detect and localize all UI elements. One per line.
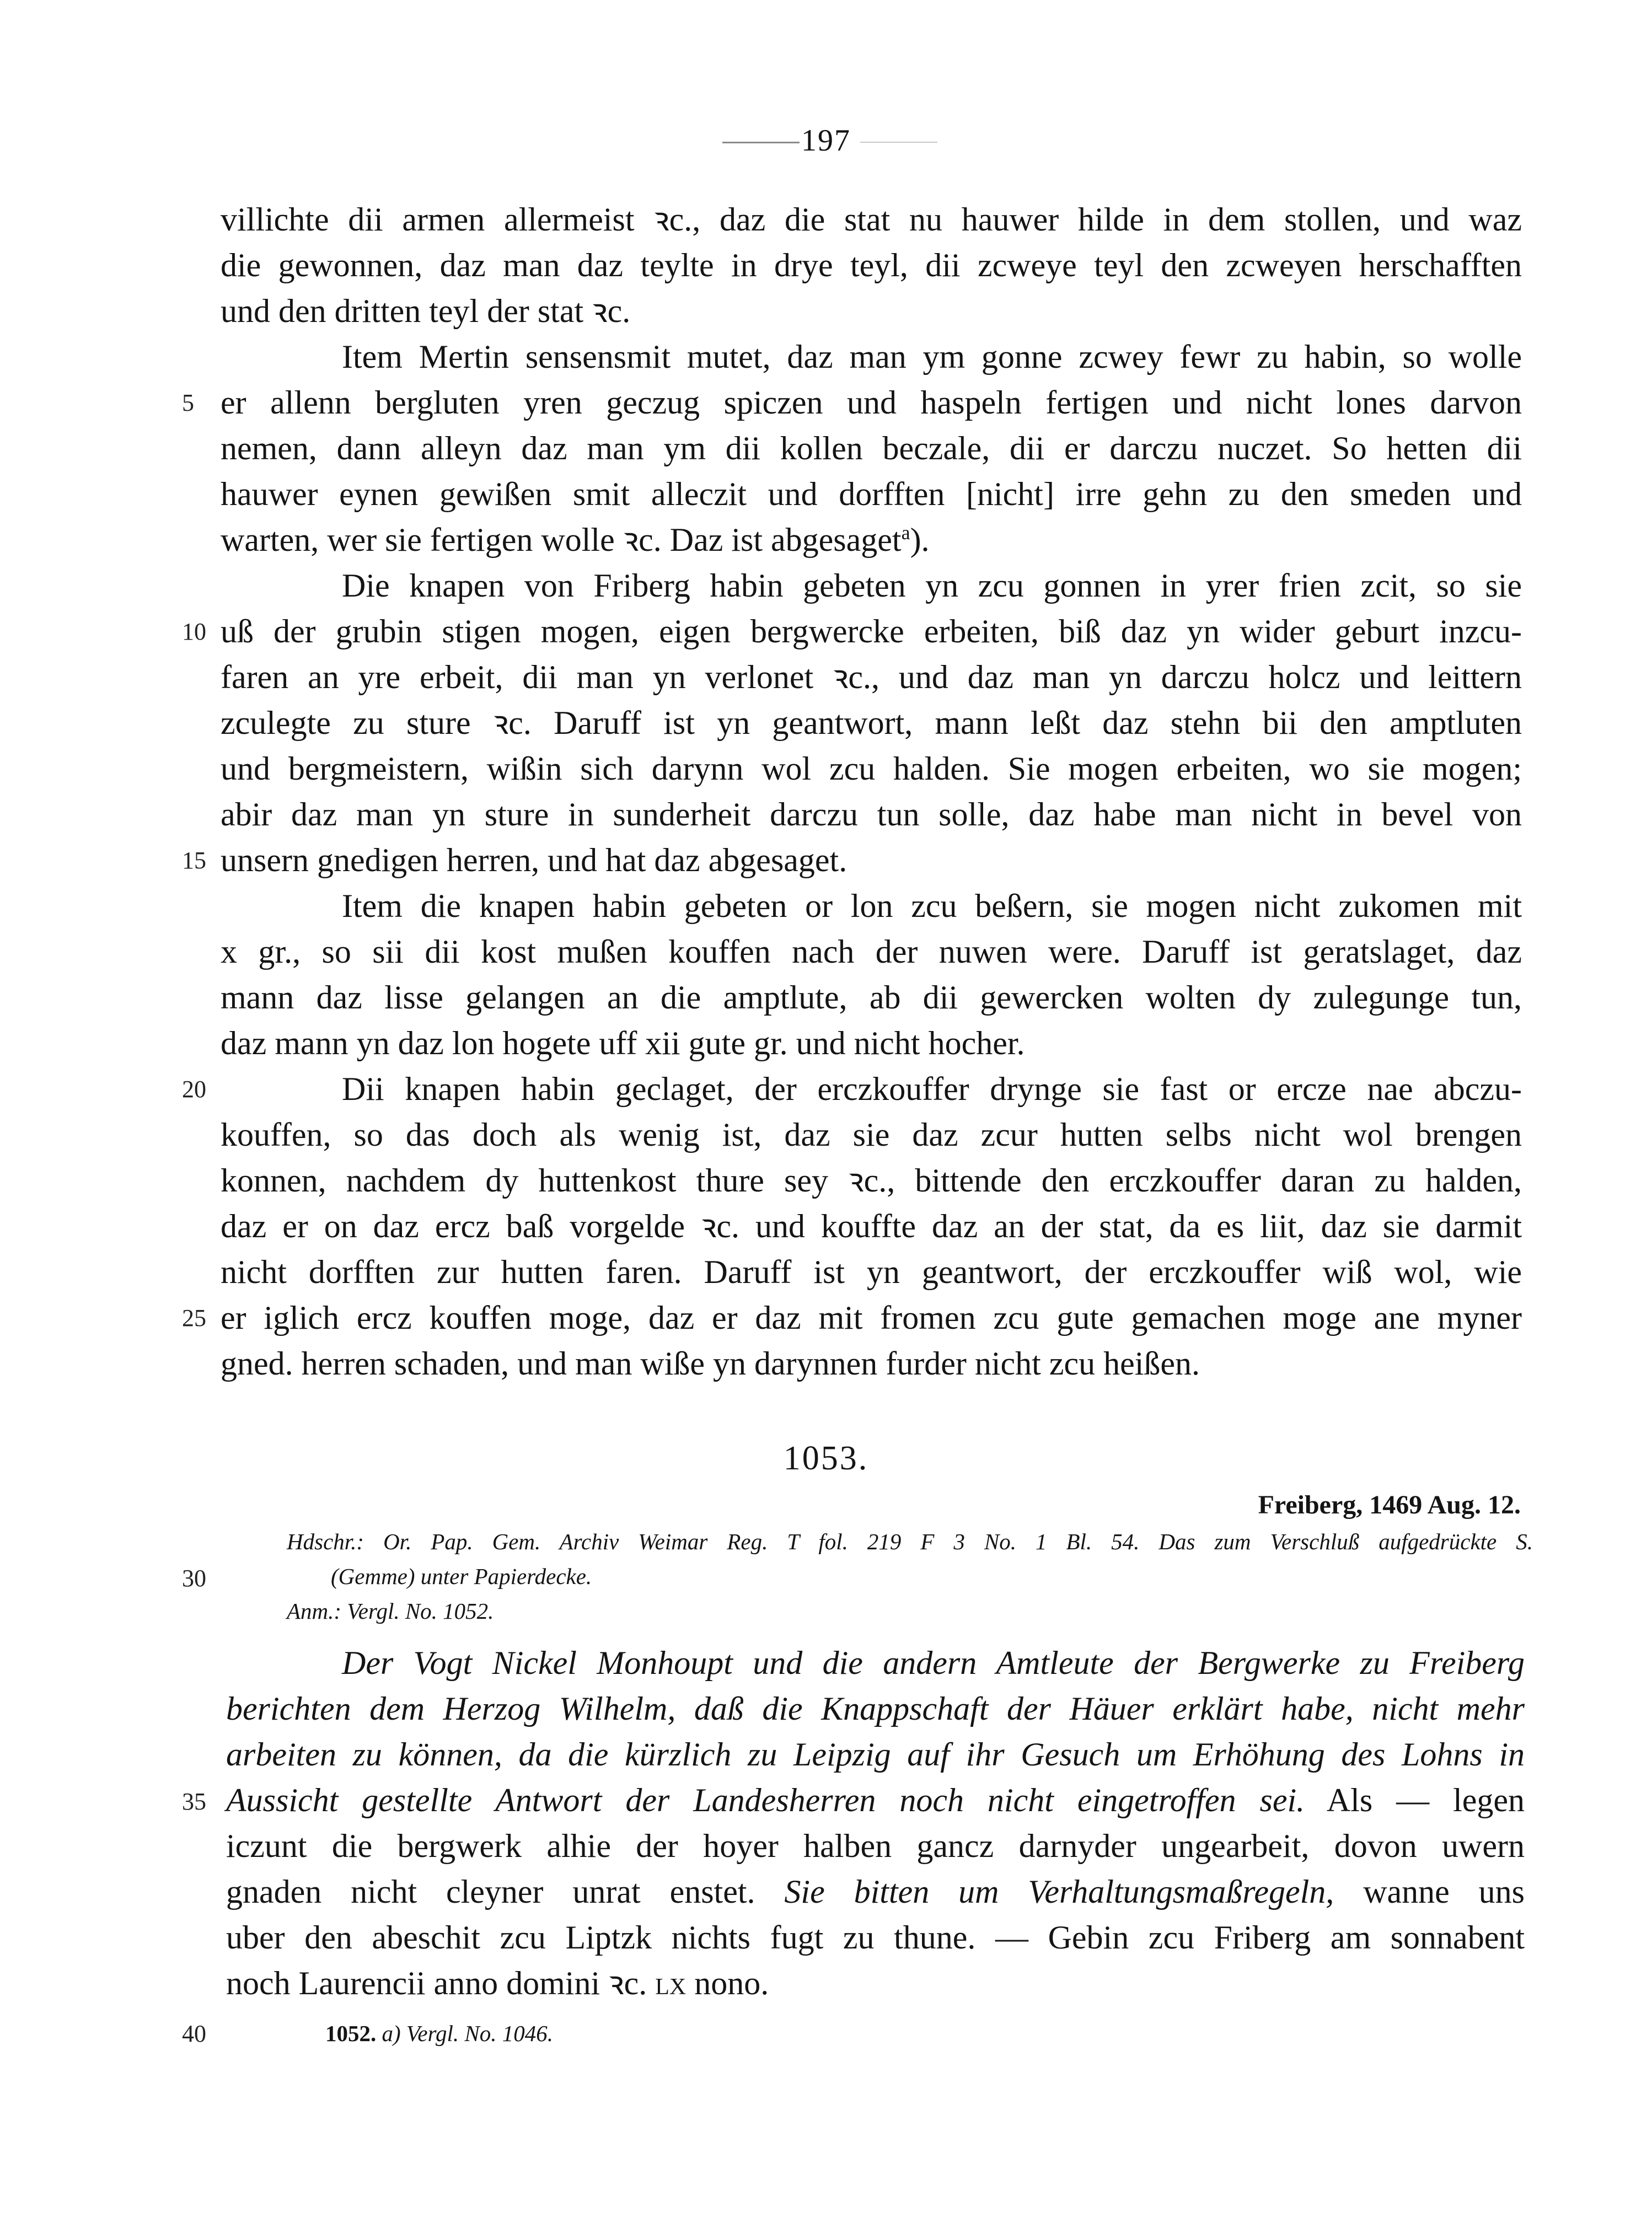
text-line: kouffen, so das doch als wenig ist, daz sie daz zcur hutten selbs nicht wol brengen: [221, 1116, 1522, 1153]
page-number: 197: [801, 124, 851, 158]
line-number: 20: [182, 1076, 206, 1103]
regest-line: arbeiten zu können, da die kürzlich zu Leipzig auf ihr Gesuch um Erhöhung des Lohns in: [226, 1736, 1525, 1773]
regest-span: Aussicht gestellte Antwort der Landesherren noch nicht eingetroffen sei.: [226, 1782, 1305, 1818]
line-number: 5: [182, 389, 194, 416]
line-number: 15: [182, 847, 206, 874]
source-line: (Gemme) unter Papierdecke.: [331, 1564, 592, 1589]
text-line: und bergmeistern, wißin sich darynn wol zcu halden. Sie mogen erbeiten, wo sie mogen;: [221, 750, 1522, 787]
text-line: er allenn bergluten yren geczug spiczen und haspeln fertigen und nicht lones darvon: [221, 384, 1522, 421]
text-line: [226, 1778, 1525, 1823]
roman-numeral: lx: [655, 1965, 686, 2001]
text-line: mann daz lisse gelangen an die amptlute, ab dii gewercken wolten dy zulegunge tun,: [221, 979, 1522, 1016]
regest-line: Der Vogt Nickel Monhoupt und die andern Amtleute der Bergwerke zu Freiberg: [342, 1645, 1525, 1681]
footnote: [325, 2017, 553, 2050]
line-number: 35: [182, 1788, 206, 1815]
text-line: zculegte zu sture ꝛc. Daruff ist yn geantwort, mann leßt daz stehn bii den amptluten: [221, 705, 1522, 741]
text-line: uber den abeschit zcu Liptzk nichts fugt zu thune. — Gebin zcu Friberg am sonnabent: [226, 1919, 1525, 1956]
text-line: uß der grubin stigen mogen, eigen bergwercke erbeiten, biß daz yn wider geburt inzcu-: [221, 613, 1522, 649]
text-line: daz er on daz ercz baß vorgelde ꝛc. und kouffte daz an der stat, da es liit, daz sie darmit: [221, 1208, 1522, 1244]
text-line: er iglich ercz kouffen moge, daz er daz mit fromen zcu gute gemachen moge ane myner: [221, 1300, 1522, 1336]
text-line: x gr., so sii dii kost mußen kouffen nach der nuwen were. Daruff ist geratslaget, daz: [221, 933, 1522, 970]
text-line: und den dritten teyl der stat ꝛc.: [221, 293, 631, 329]
text-line: nicht dorfften zur hutten faren. Daruff ist yn geantwort, der erczkouffer wiß wol, wie: [221, 1254, 1522, 1290]
text-line: Item die knapen habin gebeten or lon zcu beßern, sie mogen nicht zukomen mit: [342, 888, 1522, 924]
header-rule-right: [860, 142, 937, 143]
text-line: hauwer eynen gewißen smit alleczit und dorfften [nicht] irre gehn zu den smeden und: [221, 476, 1522, 512]
text-line: Die knapen von Friberg habin gebeten yn zcu gonnen in yrer frien zcit, so sie: [342, 567, 1522, 604]
page-header: [0, 119, 1652, 163]
footnote-text: a) Vergl. No. 1046.: [382, 2021, 554, 2046]
source-line: Hdschr.: Or. Pap. Gem. Archiv Weimar Reg. T fol. 219 F 3 No. 1 Bl. 54. Das zum Verschluß aufgedrückte S.: [287, 1529, 1533, 1554]
text-line: [221, 517, 1522, 563]
text-span: warten, wer sie fertigen wolle ꝛc. Daz ist abgesaget: [221, 522, 902, 558]
text-line: [226, 1961, 1525, 2006]
regest-span: Sie bitten um Verhaltungsmaßregeln,: [784, 1873, 1334, 1910]
footnote-marker: a: [901, 522, 910, 544]
regest-line: berichten dem Herzog Wilhelm, daß die Knappschaft der Häuer erklärt habe, nicht mehr: [226, 1690, 1525, 1727]
text-line: unsern gnedigen herren, und hat daz abgesaget.: [221, 842, 848, 878]
line-number: 25: [182, 1304, 206, 1332]
text-line: konnen, nachdem dy huttenkost thure sey ꝛc., bittende den erczkouffer daran zu halden,: [221, 1162, 1522, 1199]
text-line: iczunt die bergwerk alhie der hoyer halben gancz darnyder ungearbeit, dovon uwern: [226, 1828, 1525, 1864]
line-number: 40: [182, 2020, 206, 2047]
text-line: Item Mertin sensensmit mutet, daz man ym gonne zcwey fewr zu habin, so wolle: [342, 339, 1522, 375]
text-line: die gewonnen, daz man daz teylte in drye teyl, dii zcweye teyl den zcweyen herschafften: [221, 247, 1522, 283]
text-line: Dii knapen habin geclaget, der erczkouffer drynge sie fast or ercze nae abczu-: [342, 1071, 1522, 1107]
text-span: noch Laurencii anno domini ꝛc.: [226, 1965, 647, 2001]
text-line: nemen, dann alleyn daz man ym dii kollen beczale, dii er darczu nuczet. So hetten dii: [221, 430, 1522, 466]
text-span: Als — legen: [1326, 1782, 1525, 1818]
text-line: gned. herren schaden, und man wiße yn darynnen furder nicht zcu heißen.: [221, 1345, 1200, 1382]
text-span: wanne uns: [1363, 1873, 1525, 1910]
text-line: abir daz man yn sture in sunderheit darczu tun solle, daz habe man nicht in bevel von: [221, 796, 1522, 833]
text-line: faren an yre erbeit, dii man yn verlonet ꝛc., und daz man yn darczu holcz und leittern: [221, 659, 1522, 695]
source-line: Anm.: Vergl. No. 1052.: [287, 1598, 494, 1624]
text-line: daz mann yn daz lon hogete uff xii gute gr. und nicht hocher.: [221, 1025, 1025, 1061]
text-span: nono.: [694, 1965, 769, 2001]
line-number: 10: [182, 618, 206, 645]
text-line: [226, 1869, 1525, 1915]
text-line: villichte dii armen allermeist ꝛc., daz die stat nu hauwer hilde in dem stollen, und waz: [221, 201, 1522, 238]
text-span: ).: [910, 522, 930, 558]
text-span: gnaden nicht cleyner unrat enstet.: [226, 1873, 755, 1910]
line-number: 30: [182, 1565, 206, 1592]
footnote-ref: 1052.: [325, 2021, 377, 2046]
header-rule-left: [722, 142, 800, 143]
document-dateline: Freiberg, 1469 Aug. 12.: [1258, 1490, 1521, 1520]
document-number: 1053.: [783, 1440, 869, 1477]
